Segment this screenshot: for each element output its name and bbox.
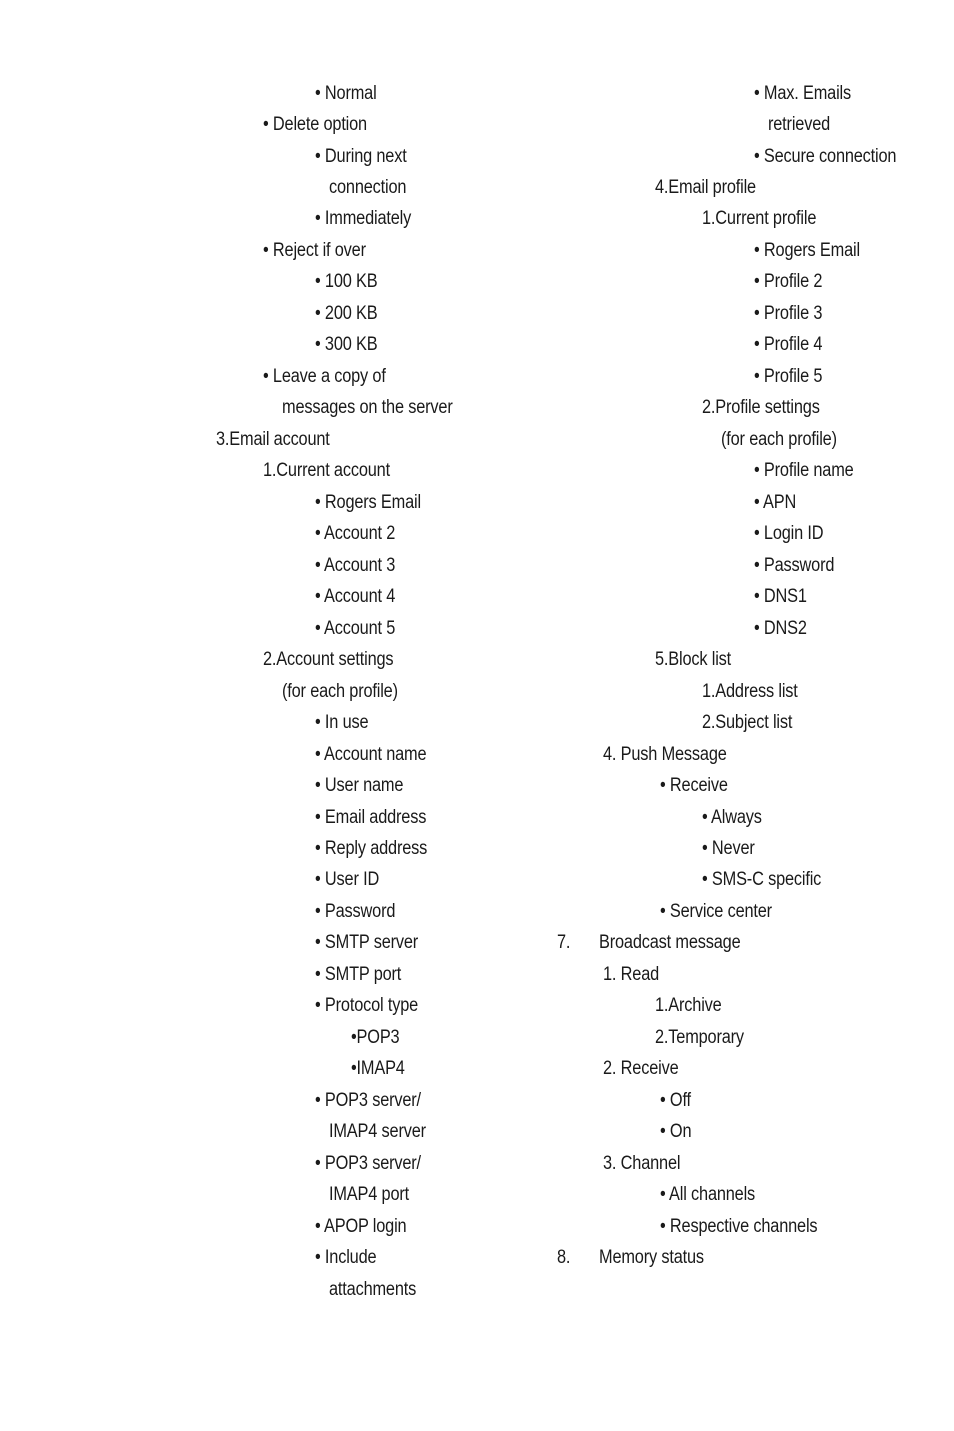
menu-item: • User ID bbox=[315, 869, 380, 890]
menu-heading: 5.Block list bbox=[655, 649, 732, 670]
section-number: 7. bbox=[557, 932, 571, 953]
menu-subheading-note: (for each profile) bbox=[282, 681, 398, 702]
menu-item: • Normal bbox=[315, 83, 377, 104]
menu-subheading: 2.Account settings bbox=[263, 649, 394, 670]
menu-item: • 300 KB bbox=[315, 334, 378, 355]
menu-item: • In use bbox=[315, 712, 369, 733]
menu-item: • Off bbox=[660, 1090, 691, 1111]
menu-item: • POP3 server/ bbox=[315, 1090, 421, 1111]
menu-item: • Account 2 bbox=[315, 523, 396, 544]
menu-item: • Password bbox=[754, 555, 835, 576]
menu-item: • 200 KB bbox=[315, 303, 378, 324]
menu-item: • SMS-C specific bbox=[702, 869, 822, 890]
menu-item: • Receive bbox=[660, 775, 728, 796]
menu-item-continuation: attachments bbox=[329, 1279, 417, 1300]
menu-subheading: 1.Address list bbox=[702, 681, 798, 702]
menu-item: • 100 KB bbox=[315, 271, 378, 292]
menu-item: • Rogers Email bbox=[315, 492, 421, 513]
menu-item: • SMTP port bbox=[315, 964, 402, 985]
menu-item: • Secure connection bbox=[754, 146, 897, 167]
menu-subheading: 2.Subject list bbox=[702, 712, 793, 733]
menu-item: • Never bbox=[702, 838, 755, 859]
menu-item-continuation: IMAP4 port bbox=[329, 1184, 410, 1205]
menu-item: • Delete option bbox=[263, 114, 367, 135]
menu-item: • Profile 4 bbox=[754, 334, 823, 355]
menu-item: • Always bbox=[702, 807, 762, 828]
menu-heading: 2. Receive bbox=[603, 1058, 679, 1079]
menu-item: • Leave a copy of bbox=[263, 366, 386, 387]
menu-item: •POP3 bbox=[351, 1027, 400, 1048]
menu-heading: 3.Email account bbox=[216, 429, 330, 450]
menu-item: • Account 5 bbox=[315, 618, 396, 639]
menu-item: • Service center bbox=[660, 901, 772, 922]
menu-item: • Include bbox=[315, 1247, 377, 1268]
menu-subheading: 1.Current profile bbox=[702, 208, 817, 229]
section-number: 8. bbox=[557, 1247, 571, 1268]
menu-item: • Max. Emails bbox=[754, 83, 852, 104]
menu-item: • Rogers Email bbox=[754, 240, 860, 261]
menu-item: • APOP login bbox=[315, 1216, 407, 1237]
menu-item: • Account 4 bbox=[315, 586, 396, 607]
menu-item: • POP3 server/ bbox=[315, 1153, 421, 1174]
menu-item: • DNS1 bbox=[754, 586, 807, 607]
menu-item: • Email address bbox=[315, 807, 427, 828]
menu-subheading: 2.Temporary bbox=[655, 1027, 744, 1048]
menu-item: • Login ID bbox=[754, 523, 824, 544]
menu-item: • User name bbox=[315, 775, 404, 796]
menu-item: • Account 3 bbox=[315, 555, 396, 576]
menu-item-continuation: messages on the server bbox=[282, 397, 453, 418]
menu-subheading: 1.Current account bbox=[263, 460, 390, 481]
menu-heading: 4.Email profile bbox=[655, 177, 756, 198]
menu-item: • Profile name bbox=[754, 460, 854, 481]
menu-item: • Reject if over bbox=[263, 240, 366, 261]
menu-heading: 4. Push Message bbox=[603, 744, 727, 765]
menu-item: • Profile 3 bbox=[754, 303, 823, 324]
menu-subheading-note: (for each profile) bbox=[721, 429, 837, 450]
menu-item: • During next bbox=[315, 146, 407, 167]
section-heading: Broadcast message bbox=[599, 932, 741, 953]
menu-item: •IMAP4 bbox=[351, 1058, 405, 1079]
menu-heading: 3. Channel bbox=[603, 1153, 681, 1174]
menu-heading: 1. Read bbox=[603, 964, 660, 985]
menu-item: • Reply address bbox=[315, 838, 428, 859]
menu-item: • Profile 2 bbox=[754, 271, 823, 292]
menu-item: • On bbox=[660, 1121, 692, 1142]
menu-item-continuation: IMAP4 server bbox=[329, 1121, 426, 1142]
menu-item-continuation: connection bbox=[329, 177, 407, 198]
menu-item-continuation: retrieved bbox=[768, 114, 831, 135]
menu-item: • Respective channels bbox=[660, 1216, 818, 1237]
menu-item: • SMTP server bbox=[315, 932, 419, 953]
menu-item: • Account name bbox=[315, 744, 427, 765]
menu-item: • Profile 5 bbox=[754, 366, 823, 387]
menu-item: • Protocol type bbox=[315, 995, 419, 1016]
section-heading: Memory status bbox=[599, 1247, 704, 1268]
menu-item: • Immediately bbox=[315, 208, 412, 229]
menu-item: • All channels bbox=[660, 1184, 756, 1205]
menu-item: • Password bbox=[315, 901, 396, 922]
menu-item: • DNS2 bbox=[754, 618, 807, 639]
menu-subheading: 1.Archive bbox=[655, 995, 722, 1016]
menu-subheading: 2.Profile settings bbox=[702, 397, 820, 418]
menu-item: • APN bbox=[754, 492, 797, 513]
